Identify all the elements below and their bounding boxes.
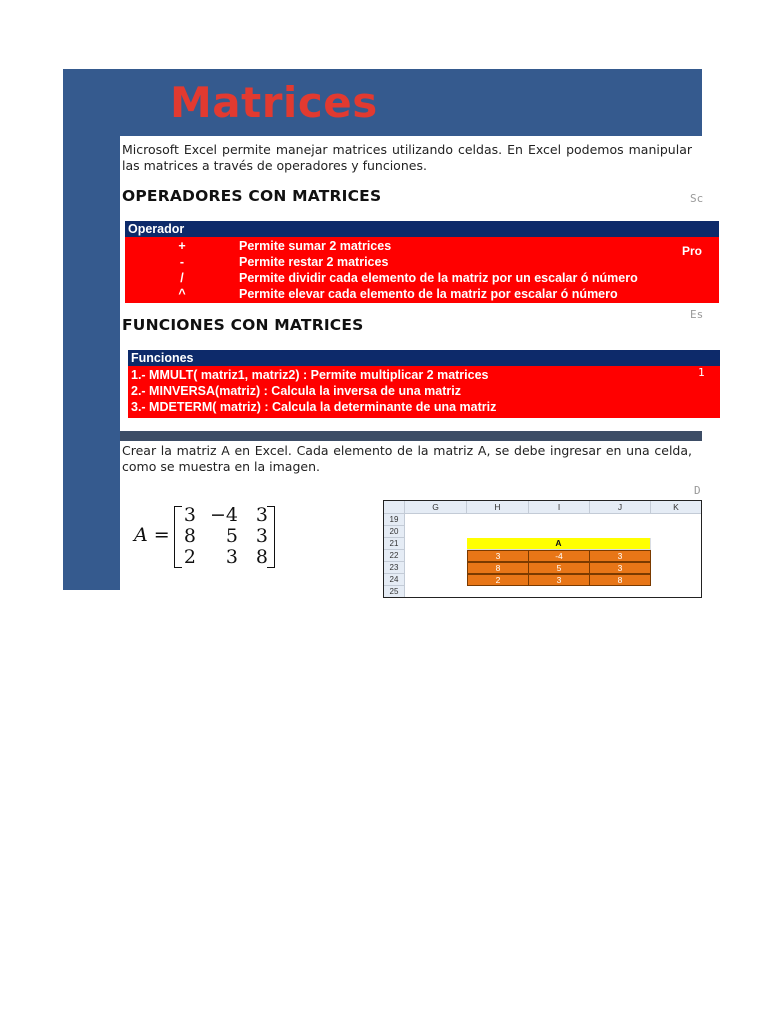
operator-symbol: - [179,255,185,269]
operator-symbol: ^ [178,287,186,301]
excel-column-header: I [529,501,590,514]
matrix-cell: 8 [183,525,196,547]
operator-row [125,270,719,286]
side-fragment-2: Es [690,308,704,321]
operators-heading: OPERADORES CON MATRICES [122,187,382,205]
excel-row-number: 25 [384,586,405,598]
excel-value-cell: 3 [589,562,651,574]
operator-description: Permite elevar cada elemento de la matriz por escalar ó número [239,287,618,301]
intro-paragraph: Microsoft Excel permite manejar matrices utilizando celdas. En Excel podemos manipular las matrices a través de operadores y funciones. [122,142,692,173]
exercise-paragraph: Crear la matriz A en Excel. Cada elemento de la matriz A, se debe ingresar en una celda, como se muestra en la imagen. [122,443,692,474]
excel-value-cell: -4 [528,550,590,562]
matrix-cell: 5 [225,525,238,547]
functions-heading: FUNCIONES CON MATRICES [122,316,364,334]
operators-table-body [125,237,719,303]
operator-row [125,286,719,302]
excel-row-number: 19 [384,514,405,526]
side-fragment-1: Sc [690,192,704,205]
page-title: Matrices [170,78,378,127]
operator-description: Permite restar 2 matrices [239,255,389,269]
excel-row-number: 21 [384,538,405,550]
operator-symbol: + [178,239,186,253]
matrix-cell: 3 [183,504,196,526]
excel-column-header: J [590,501,651,514]
excel-column-header: H [467,501,529,514]
function-row: 3.- MDETERM( matriz) : Calcula la determinante de una matriz [131,400,497,414]
functions-table-body [128,366,720,418]
side-fragment-3: 1 [698,366,705,379]
top-blue-band [63,69,702,136]
excel-value-cell: 8 [467,562,529,574]
side-fragment-pro: Pro [682,244,703,258]
function-row: 1.- MMULT( matriz1, matriz2) : Permite multiplicar 2 matrices [131,368,489,382]
excel-corner [384,501,405,514]
excel-value-cell: 8 [589,574,651,586]
operators-table-header: Operador [125,221,719,237]
excel-row-number: 20 [384,526,405,538]
matrix-cell: 2 [183,546,196,568]
functions-table [128,350,720,418]
excel-row-number: 22 [384,550,405,562]
operator-row [125,238,719,254]
right-bracket [267,506,275,568]
function-row: 2.- MINVERSA(matriz) : Calcula la inversa de una matriz [131,384,461,398]
excel-column-header: K [651,501,702,514]
excel-value-cell: 3 [528,574,590,586]
operators-table [125,221,719,303]
matrix-lhs: A = [134,524,170,546]
excel-label-cell: A [467,538,651,550]
section-divider-band [120,431,702,441]
matrix-cell: 3 [225,546,238,568]
functions-table-header: Funciones [128,350,720,366]
excel-value-cell: 5 [528,562,590,574]
matrix-cell: −4 [210,504,239,526]
excel-value-cell: 3 [467,550,529,562]
matrix-cell: 3 [255,525,268,547]
operator-description: Permite dividir cada elemento de la matriz por un escalar ó número [239,271,638,285]
excel-value-cell: 3 [589,550,651,562]
operator-symbol: / [180,271,184,285]
operator-row [125,254,719,270]
matrix-cell: 3 [255,504,268,526]
side-fragment-4: D [694,484,701,497]
excel-column-header: G [405,501,467,514]
excel-value-cell: 2 [467,574,529,586]
excel-screenshot [383,500,702,598]
operator-description: Permite sumar 2 matrices [239,239,392,253]
matrix-cell: 8 [255,546,268,568]
excel-row-number: 23 [384,562,405,574]
left-blue-band [63,69,120,590]
excel-row-number: 24 [384,574,405,586]
